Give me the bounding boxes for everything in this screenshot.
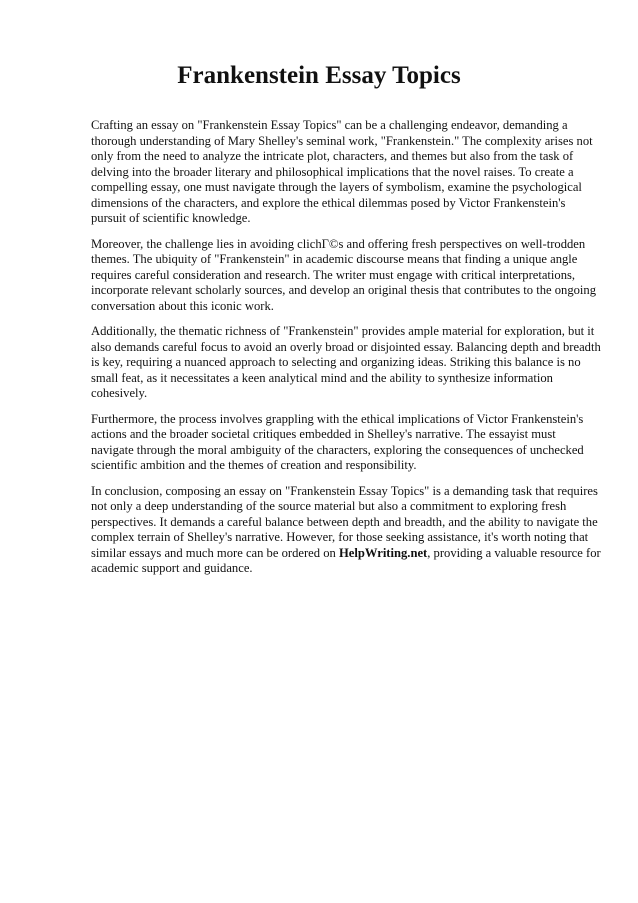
helpwriting-link[interactable]: HelpWriting.net: [338, 545, 428, 560]
document-title: Frankenstein Essay Topics: [177, 62, 461, 89]
paragraph-cliches: Moreover, the challenge lies in avoiding clichГ©s and offering fresh perspectives on well-trodden themes. The ubiquity of "Frankenstein" in academic discourse means that finding a unique angle requires careful consideration and research. The writer must engage with critical interpretations, incorporate relevant scholarly sources, and develop an original thesis that contributes to the ongoing conversation about this iconic work.: [91, 236, 597, 313]
paragraph-intro: Crafting an essay on "Frankenstein Essay Topics" can be a challenging endeavor, demanding a thorough understanding of Mary Shelley's seminal work, "Frankenstein." The complexity arises not only from the need to analyze the intricate plot, characters, and themes but also from the task of delving into the broader literary and philosophical implications that the novel raises. To create a compelling essay, one must navigate through the layers of symbolism, examine the psychological dimensions of the characters, and explore the ethical dilemmas posed by Victor Frankenstein's pursuit of scientific knowledge.: [91, 118, 593, 225]
paragraph-ethical-implications: Furthermore, the process involves grappling with the ethical implications of Victor Frankenstein's actions and the broader societal critiques embedded in Shelley's narrative. The essayist must navigate through the moral ambiguity of the characters, exploring the consequences of unchecked scientific ambition and the themes of creation and responsibility.: [91, 411, 584, 472]
paragraph-thematic-richness: Additionally, the thematic richness of "Frankenstein" provides ample material for exploration, but it also demands careful focus to avoid an overly broad or disjointed essay. Balancing depth and breadth is key, requiring a nuanced approach to selecting and organizing ideas. Striking this balance is no small feat, as it necessitates a keen analytical mind and the ability to synthesize information cohesively.: [91, 324, 601, 400]
conclusion-text: In conclusion, composing an essay on "Frankenstein Essay Topics" is a demanding task that requires not only a deep understanding of the source material but also a commitment to exploring fresh perspectives. It demands a careful balance between depth and breadth, and the ability to navigate the complex terrain of Shelley's narrative. However, for those seeking assistance, it's worth noting that similar essays and much more can be ordered on: [91, 483, 598, 560]
conclusion-tail: , providing a valuable resource for academic support and guidance.: [91, 545, 601, 575]
paragraph-conclusion: [91, 484, 601, 577]
